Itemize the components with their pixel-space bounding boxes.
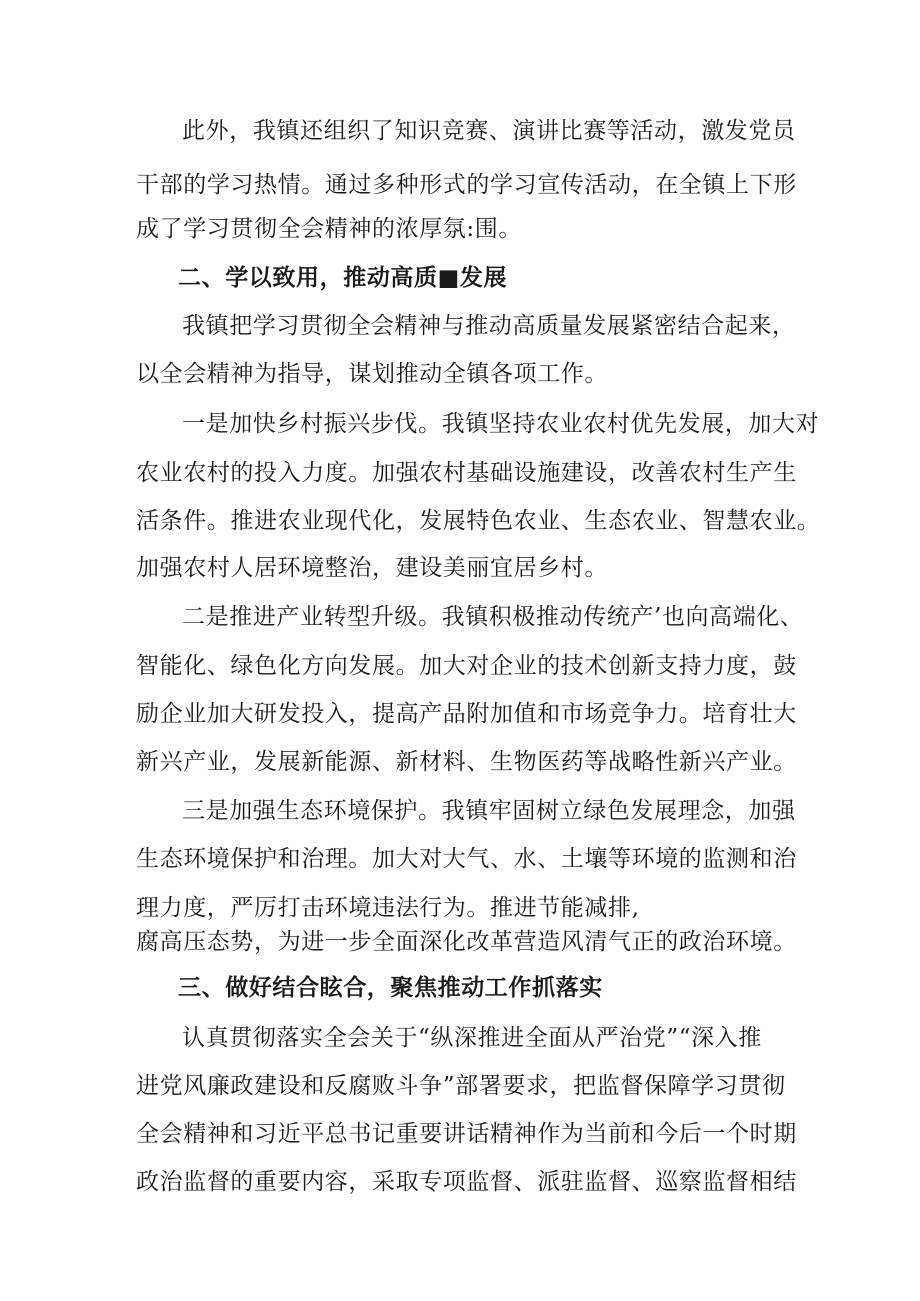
paragraph-line: 农业农村的投入力度。加强农村基础设施建设，改善农村生产生 bbox=[136, 460, 797, 486]
paragraph-line: 成了学习贯彻全会精神的浓厚氛:围。 bbox=[136, 216, 522, 242]
paragraph-line: 理力度，严厉打击环境违法行为。推进节能减排, bbox=[136, 895, 640, 921]
paragraph-line: 腐高压态势，为进一步全面深化改革营造风清气正的政治环境。 bbox=[136, 929, 797, 955]
paragraph-line: 一是加快乡村振兴步伐。我镇坚持农业农村优先发展，加大对 bbox=[182, 411, 820, 437]
paragraph-line: 进党风廉政建设和反腐败斗争”部署要求，把监督保障学习贯彻 bbox=[136, 1073, 786, 1099]
paragraph-line: 干部的学习热情。通过多种形式的学习宣传活动，在全镇上下形 bbox=[136, 172, 797, 198]
paragraph-line: 认真贯彻落实全会关于“纵深推进全面从严治党”“深入推 bbox=[182, 1025, 762, 1051]
paragraph-line: 加强农村人居环境整治，建设美丽宜居乡村。 bbox=[136, 555, 608, 581]
section-heading: 二、学以致用，推动高质■发展 bbox=[178, 264, 508, 291]
paragraph-line: 三是加强生态环境保护。我镇牢固树立绿色发展理念，加强 bbox=[182, 798, 796, 824]
paragraph-line: 励企业加大研发投入，提高产品附加值和市场竞争力。培育壮大 bbox=[136, 701, 797, 727]
paragraph-line: 活条件。推进农业现代化，发展特色农业、生态农业、智慧农业。 bbox=[136, 508, 821, 534]
paragraph-line: 二是推进产业转型升级。我镇积极推动传统产’也向高端化、 bbox=[182, 604, 804, 630]
paragraph-line: 生态环境保护和治理。加大对大气、水、土壤等环境的监测和治 bbox=[136, 846, 797, 872]
paragraph-line: 我镇把学习贯彻全会精神与推动高质量发展紧密结合起来， bbox=[182, 313, 796, 339]
paragraph-line: 智能化、绿色化方向发展。加大对企业的技术创新支持力度，鼓 bbox=[136, 653, 797, 679]
paragraph-line: 以全会精神为指导，谋划推动全镇各项工作。 bbox=[136, 361, 608, 387]
section-heading: 三、做好结合眩合，聚焦推动工作抓落实 bbox=[178, 974, 603, 1001]
paragraph-line: 新兴产业，发展新能源、新材料、生物医药等战略性新兴产业。 bbox=[136, 749, 797, 775]
paragraph-line: 此外，我镇还组织了知识竞赛、演讲比赛等活动，激发党员 bbox=[182, 118, 796, 144]
paragraph-line: 全会精神和习近平总书记重要讲话精神作为当前和今后一个时期 bbox=[136, 1121, 797, 1147]
paragraph-line: 政治监督的重要内容，采取专项监督、派驻监督、巡察监督相结 bbox=[136, 1169, 797, 1195]
